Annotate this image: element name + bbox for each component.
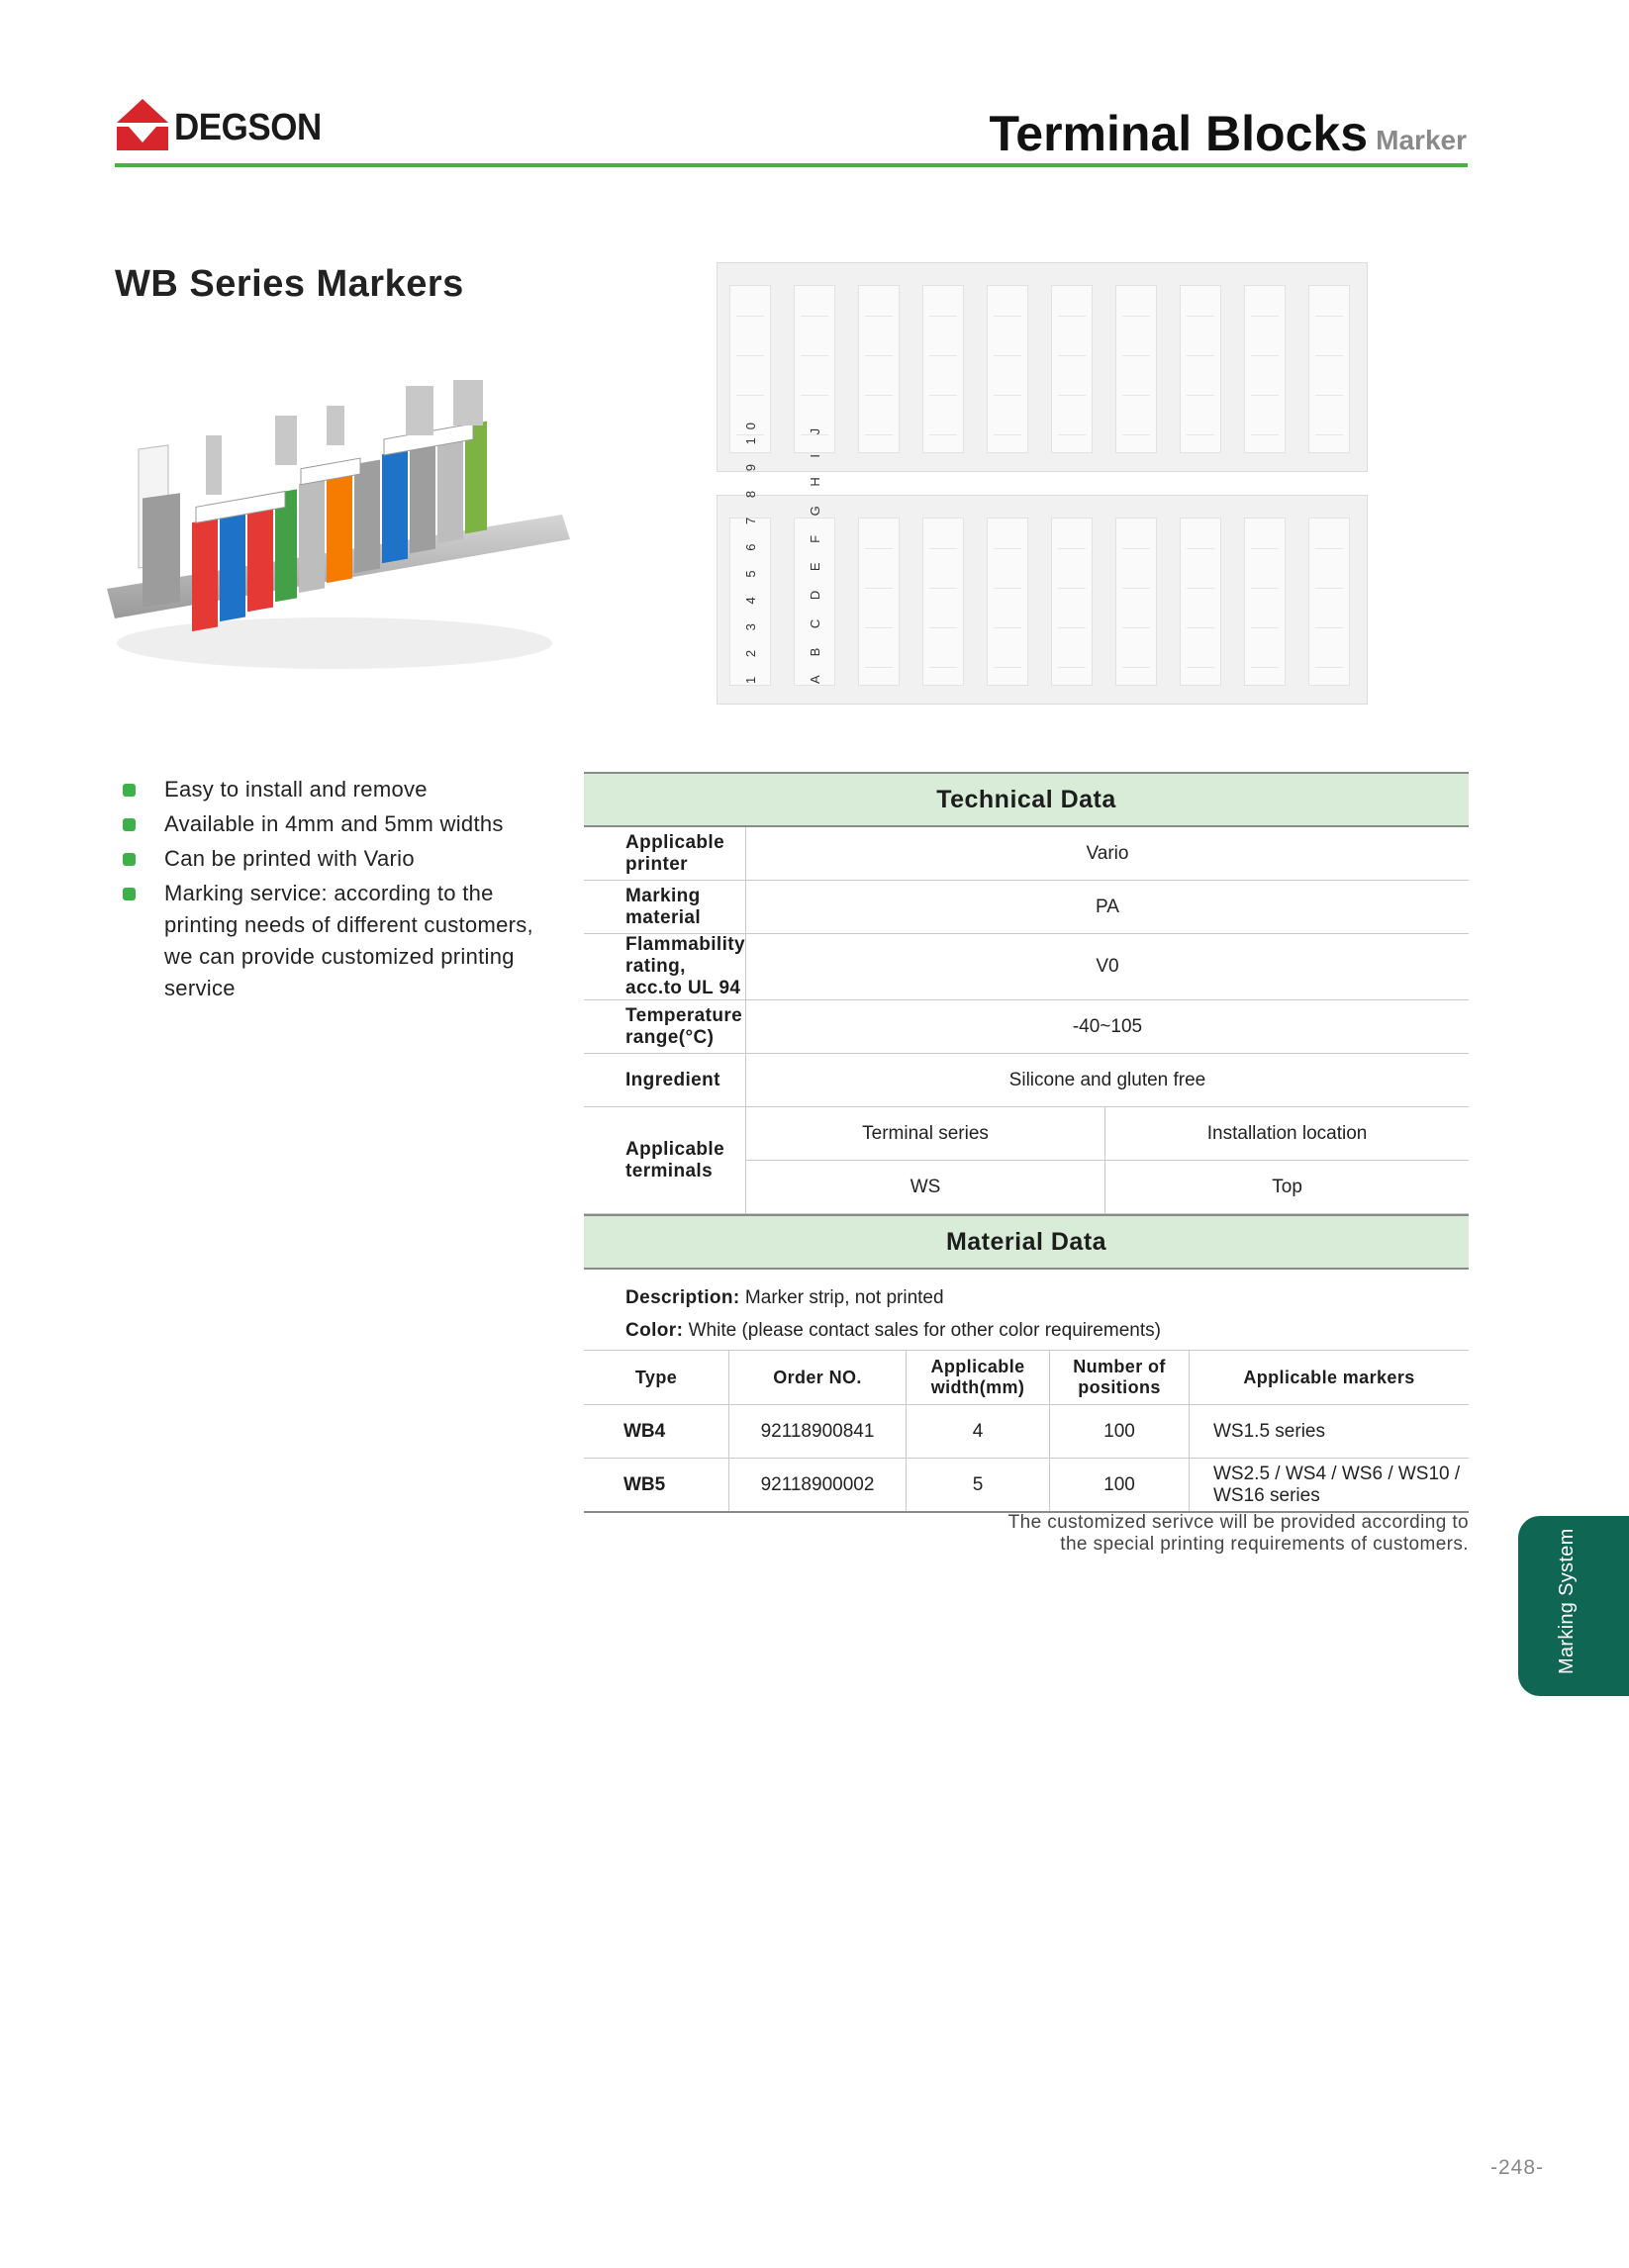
page-number: -248- [1489, 2156, 1544, 2179]
table-row: Marking material PA [584, 881, 1469, 934]
bullet-icon [123, 888, 136, 900]
table-row: WS Top [584, 1161, 1469, 1214]
table-header-row: Type Order NO. Applicable width(mm) Number of positions Applicable markers [584, 1351, 1469, 1405]
page-subtitle: Marker [1376, 125, 1467, 155]
brand-name: DEGSON [174, 107, 322, 148]
page-title: Terminal Blocks [989, 106, 1368, 161]
marker-strip-printed [717, 414, 1368, 705]
terminal-block-product-image [97, 376, 572, 693]
technical-data-heading: Technical Data [584, 772, 1469, 827]
spec-tables [584, 772, 1469, 1513]
degson-logo [115, 97, 323, 156]
list-item: Can be printed with Vario [123, 843, 558, 875]
series-title: WB Series Markers [115, 263, 464, 305]
material-data-table [584, 1351, 1469, 1513]
list-item: Available in 4mm and 5mm widths [123, 808, 558, 840]
table-row: Temperature range(°C) -40~105 [584, 1000, 1469, 1054]
feature-list [123, 774, 558, 1007]
list-item: Easy to install and remove [123, 774, 558, 805]
table-row: Applicable printer Vario [584, 827, 1469, 881]
list-item: Marking service: according to the printing needs of different customers, we can provide customized printing service [123, 878, 558, 1004]
table-row: Ingredient Silicone and gluten free [584, 1054, 1469, 1107]
header-divider [115, 163, 1468, 167]
strip-number-labels: 1 2 3 4 5 6 7 8 9 10 [743, 414, 758, 684]
table-row: Flammability rating, acc.to UL 94 V0 [584, 934, 1469, 1000]
material-description: Description: Marker strip, not printed Color: White (please contact sales for other color requirements) [584, 1270, 1469, 1351]
material-data-heading: Material Data [584, 1214, 1469, 1270]
table-row: WB5 92118900002 5 100 WS2.5 / WS4 / WS6 / WS10 / WS16 series [584, 1459, 1469, 1513]
customization-note: The customized serivce will be provided according to the special printing requirements of customers. [1007, 1512, 1469, 1555]
table-row: WB4 92118900841 4 100 WS1.5 series [584, 1405, 1469, 1459]
section-tab-marking-system[interactable]: Marking System [1518, 1516, 1629, 1696]
bullet-icon [123, 784, 136, 797]
degson-logo-mark-icon [115, 97, 170, 152]
technical-data-table [584, 827, 1469, 1214]
table-row: Applicable terminals Terminal series Installation location [584, 1107, 1469, 1161]
strip-letter-labels: A B C D E F G H I J [808, 420, 822, 684]
bullet-icon [123, 853, 136, 866]
bullet-icon [123, 818, 136, 831]
